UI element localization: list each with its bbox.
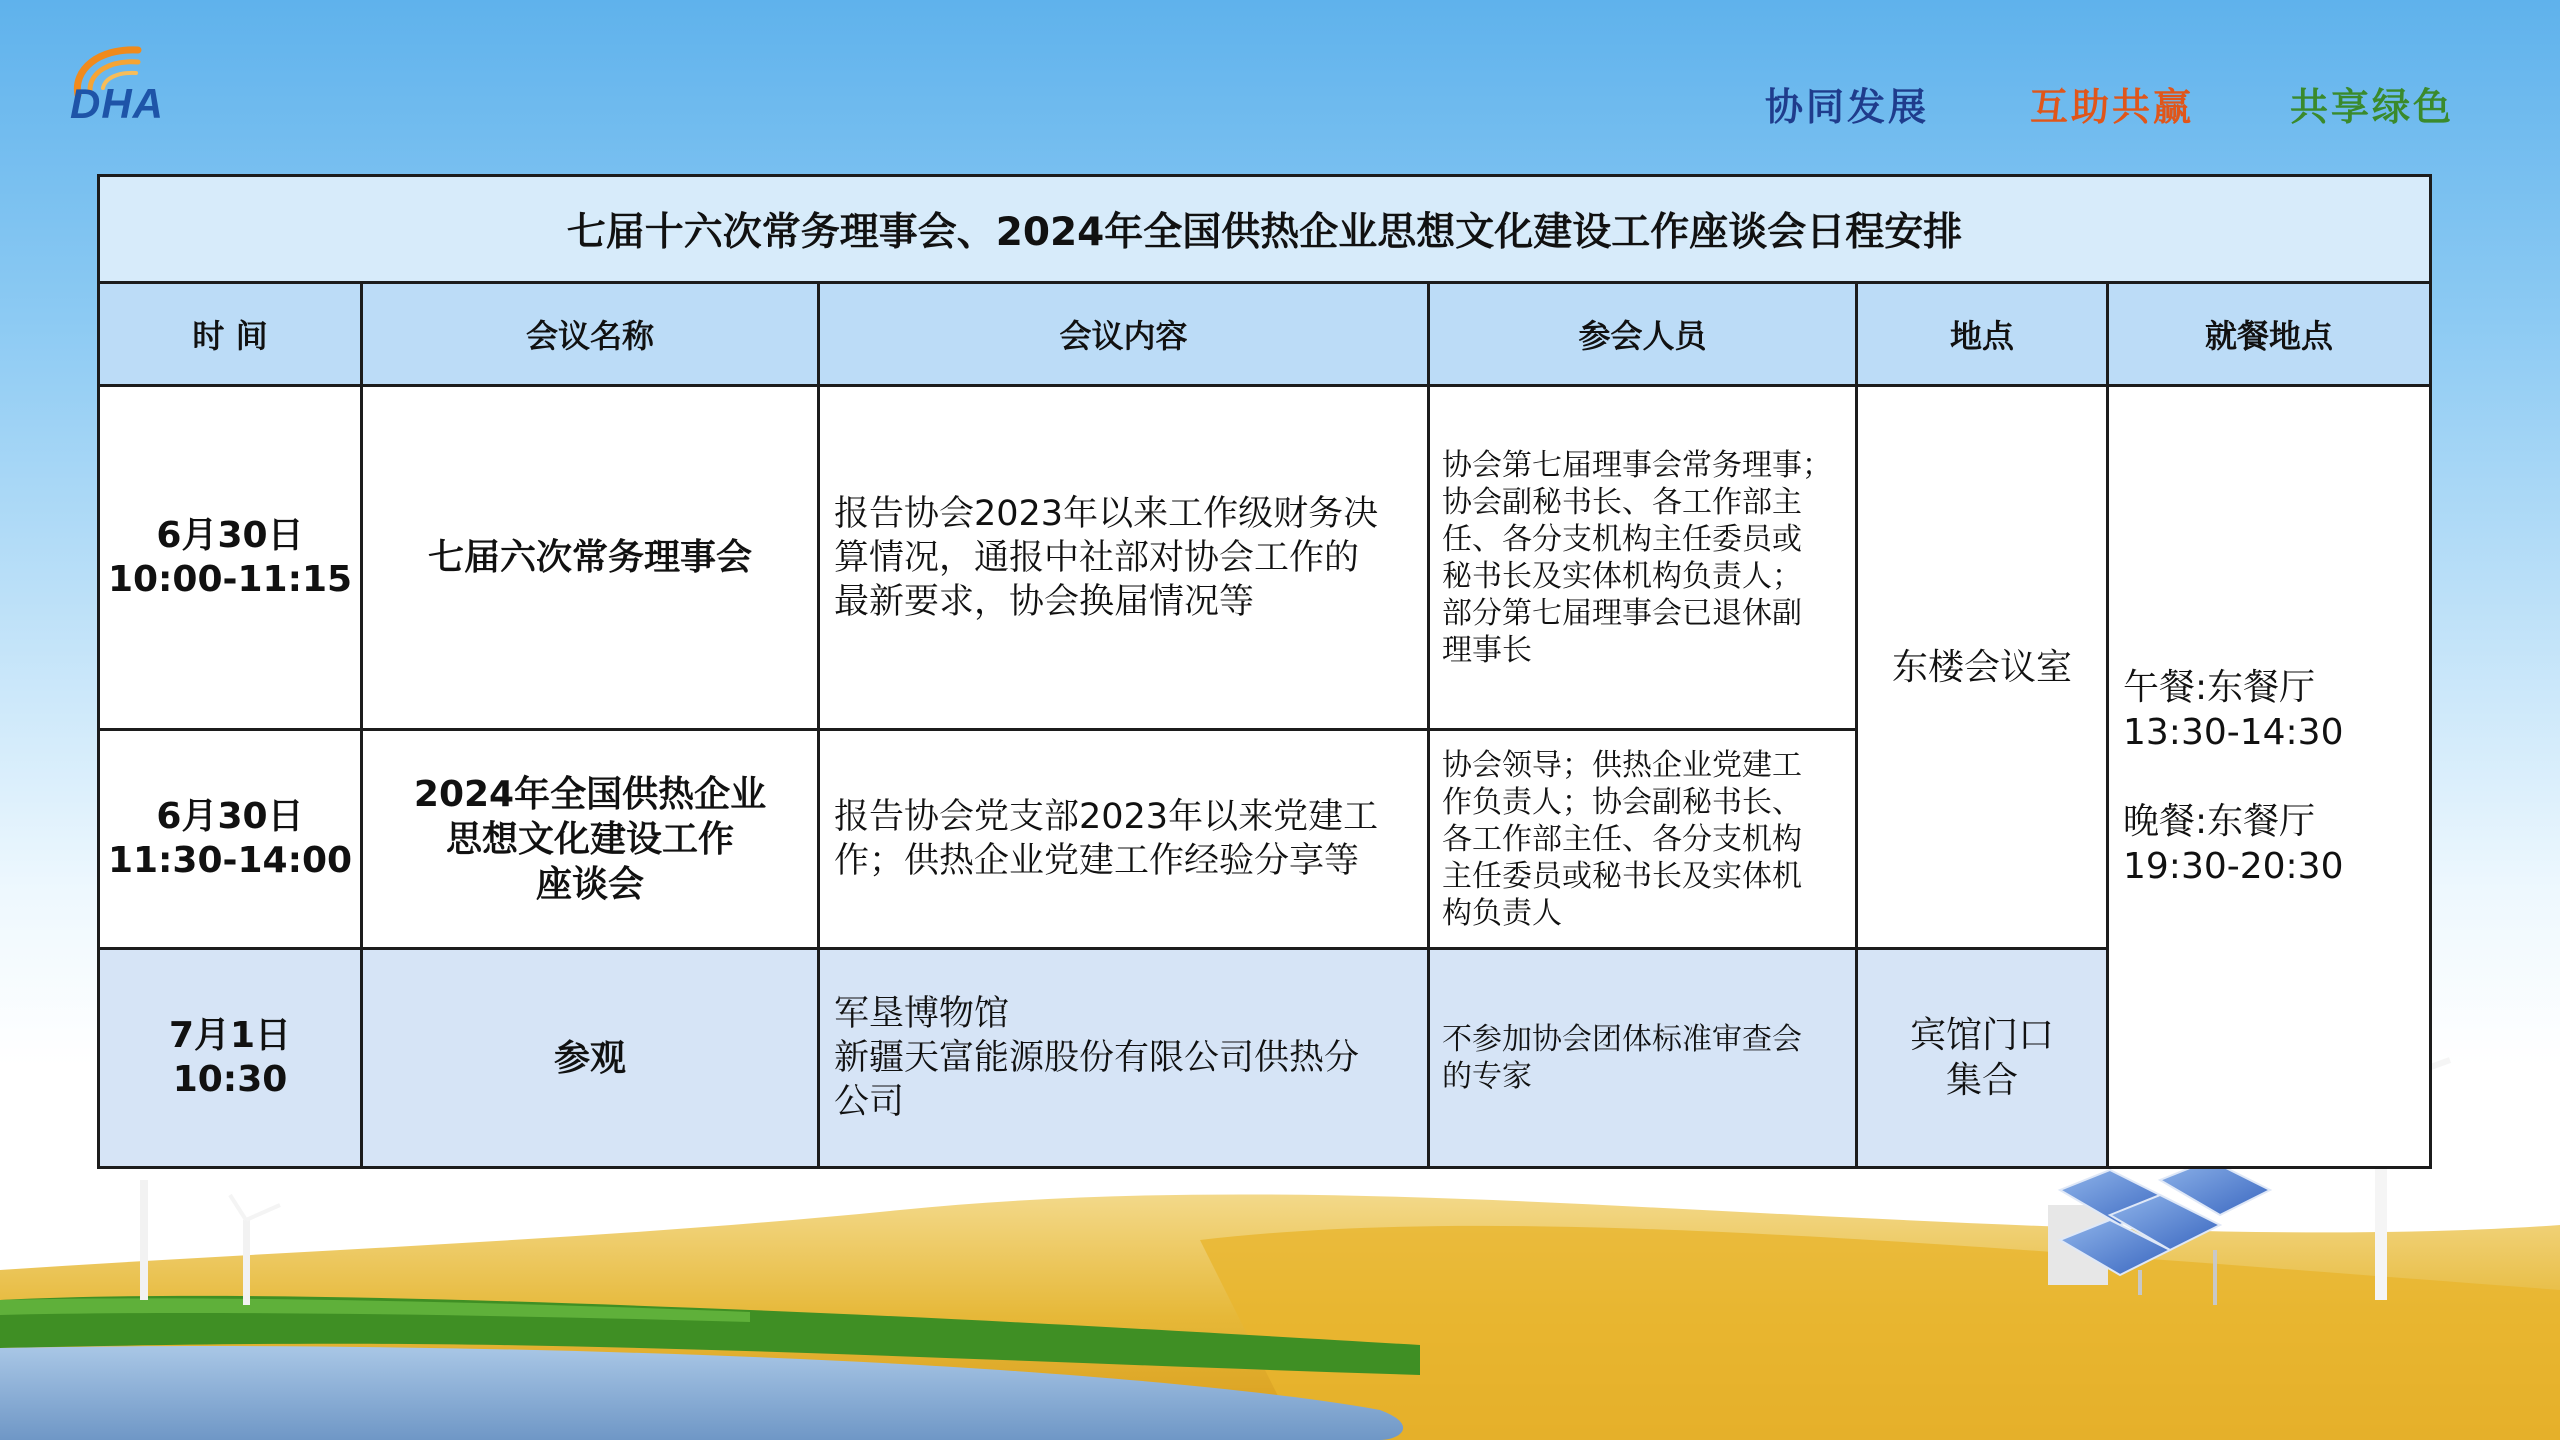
attendees-line: 部分第七届理事会已退休副 [1442, 595, 1802, 631]
attendees-line: 作负责人；协会副秘书长、 [1442, 784, 1802, 820]
attendees-line: 协会副秘书长、各工作部主 [1442, 484, 1802, 520]
header-meeting-name: 会议名称 [362, 283, 819, 386]
dha-logo [68, 40, 228, 130]
header-location: 地点 [1857, 283, 2108, 386]
attendees-cell [1429, 386, 1857, 730]
table-row [99, 949, 2431, 1168]
meeting-content-cell [819, 730, 1429, 949]
table-row [99, 386, 2431, 730]
dinner-label: 晚餐:东餐厅 [2123, 800, 2316, 842]
meeting-name: 参观 [553, 1037, 626, 1079]
location-cell [1857, 386, 2108, 949]
time-cell [99, 386, 362, 730]
attendees-line: 协会领导；供热企业党建工 [1442, 747, 1802, 783]
slogan-collaboration: 协同发展 [1765, 84, 1930, 129]
attendees-line: 秘书长及实体机构负责人； [1442, 558, 1802, 594]
meeting-name: 七届六次常务理事会 [427, 537, 752, 578]
time-cell [99, 730, 362, 949]
dinner-time: 19:30-20:30 [2123, 845, 2344, 887]
slogan-mutual-benefit: 互助共赢 [2030, 84, 2195, 129]
table-title: 七届十六次常务理事会、2024年全国供热企业思想文化建设工作座谈会日程安排 [99, 176, 2431, 283]
attendees-line: 协会第七届理事会常务理事； [1442, 447, 1832, 483]
schedule-table [97, 174, 2432, 1169]
content-line: 最新要求，协会换届情况等 [834, 581, 1255, 622]
location-line: 集合 [1945, 1060, 2018, 1101]
time-range: 11:30-14:00 [107, 840, 353, 881]
dining-spacer [2123, 755, 2415, 799]
meeting-content-cell [819, 386, 1429, 730]
time-range: 10:00-11:15 [107, 558, 353, 600]
attendees-line: 理事长 [1442, 632, 1532, 668]
content-line: 报告协会党支部2023年以来党建工 [834, 797, 1379, 837]
meeting-name-cell [362, 949, 819, 1168]
attendees-line: 构负责人 [1442, 895, 1562, 931]
lunch-label: 午餐:东餐厅 [2123, 666, 2316, 708]
meeting-name-line: 座谈会 [535, 863, 644, 905]
header-attendees: 参会人员 [1429, 283, 1857, 386]
header-time: 时 间 [99, 283, 362, 386]
content-line: 作；供热企业党建工作经验分享等 [834, 841, 1360, 881]
content-line: 军垦博物馆 [834, 994, 1010, 1034]
time-date: 7月1日 [168, 1015, 292, 1056]
content-line: 公司 [834, 1082, 905, 1122]
time-range: 10:30 [172, 1059, 288, 1100]
location-shared: 东楼会议室 [1891, 646, 2072, 688]
lunch-time: 13:30-14:30 [2123, 711, 2344, 753]
slogan-green: 共享绿色 [2290, 84, 2455, 129]
attendees-cell [1429, 949, 1857, 1168]
logo-text: DHA [70, 80, 164, 127]
meeting-name-line: 2024年全国供热企业 [413, 773, 767, 815]
location-line: 宾馆门口 [1909, 1015, 2054, 1056]
header-dining-location: 就餐地点 [2108, 283, 2431, 386]
time-date: 6月30日 [156, 796, 304, 837]
location-cell [1857, 949, 2108, 1168]
attendees-cell [1429, 730, 1857, 949]
attendees-line: 任、各分支机构主任委员或 [1442, 521, 1802, 557]
attendees-line: 各工作部主任、各分支机构 [1442, 821, 1802, 857]
meeting-content-cell [819, 949, 1429, 1168]
dining-cell [2108, 386, 2431, 1168]
attendees-line: 不参加协会团体标准审查会 [1442, 1022, 1802, 1057]
content-line: 新疆天富能源股份有限公司供热分 [834, 1038, 1360, 1078]
time-cell [99, 949, 362, 1168]
attendees-line: 主任委员或秘书长及实体机 [1442, 858, 1802, 894]
header-meeting-content: 会议内容 [819, 283, 1429, 386]
meeting-name-line: 思想文化建设工作 [445, 818, 734, 860]
time-date: 6月30日 [156, 514, 304, 556]
meeting-name-cell [362, 386, 819, 730]
attendees-line: 的专家 [1442, 1059, 1532, 1094]
content-line: 算情况，通报中社部对协会工作的 [834, 537, 1360, 578]
content-line: 报告协会2023年以来工作级财务决 [834, 493, 1379, 534]
meeting-name-cell [362, 730, 819, 949]
